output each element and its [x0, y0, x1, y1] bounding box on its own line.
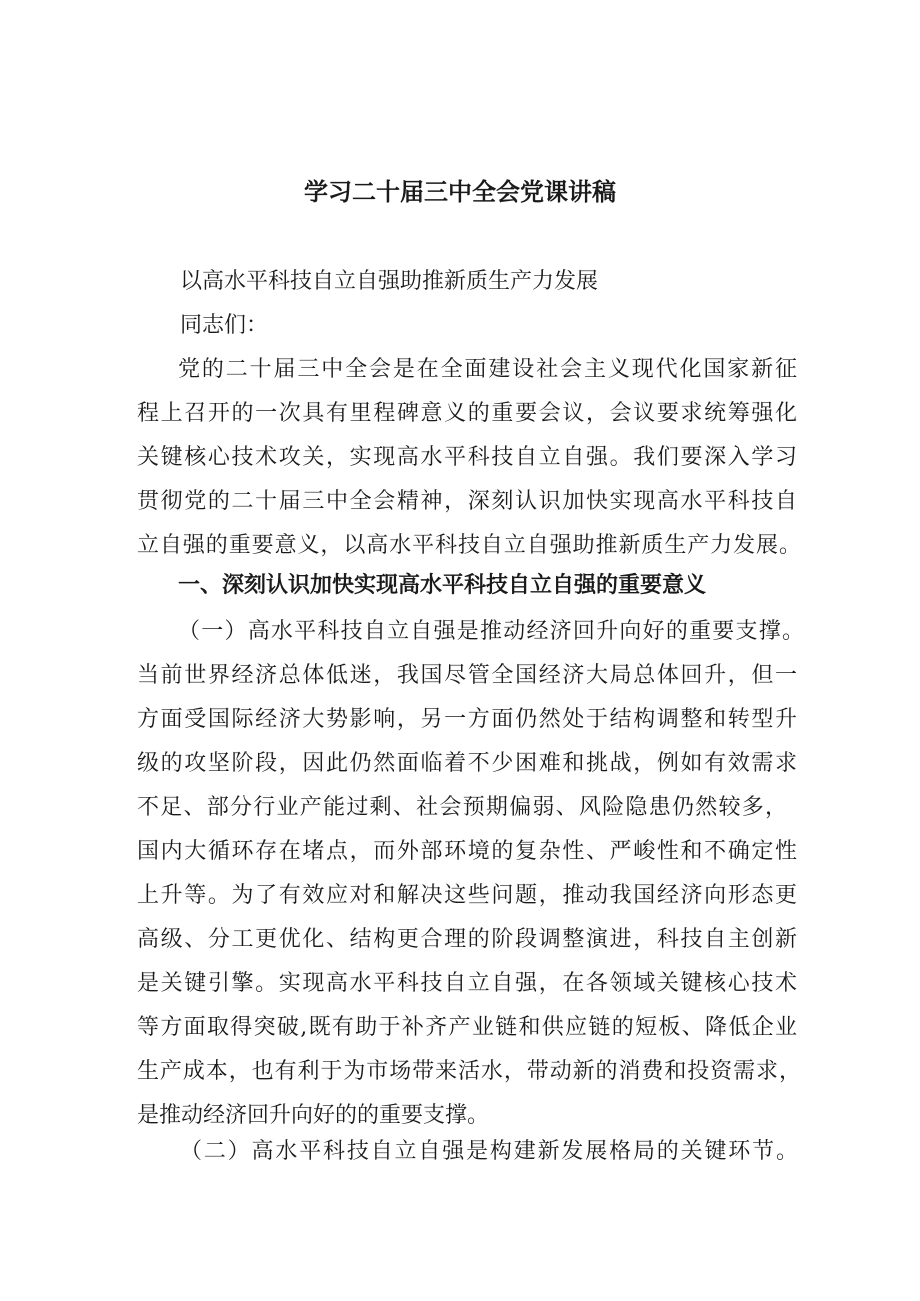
paragraph-line: 是关键引擎。实现高水平科技自立自强，在各领域关键核心技术	[137, 971, 797, 996]
paragraph-line: 当前世界经济总体低迷，我国尽管全国经济大局总体回升，但一	[137, 663, 797, 688]
paragraph-line: 贯彻党的二十届三中全会精神，深刻认识加快实现高水平科技自	[137, 489, 797, 514]
document-title: 学习二十届三中全会党课讲稿	[304, 178, 616, 206]
paragraph-line: 是推动经济回升向好的的重要支撑。	[137, 1103, 490, 1128]
paragraph-line: 国内大循环存在堵点，而外部环境的复杂性、严峻性和不确定性	[137, 839, 797, 864]
document-subtitle: 以高水平科技自立自强助推新质生产力发展	[180, 269, 599, 294]
paragraph-line: 方面受国际经济大势影响，另一方面仍然处于结构调整和转型升	[137, 707, 797, 732]
paragraph-line: （一）高水平科技自立自强是推动经济回升向好的重要支撑。	[178, 619, 804, 644]
paragraph-line: 高级、分工更优化、结构更合理的阶段调整演进，科技自主创新	[137, 927, 797, 952]
salutation: 同志们：	[180, 313, 269, 338]
paragraph-line: 关键核心技术攻关，实现高水平科技自立自强。我们要深入学习	[137, 445, 797, 470]
paragraph-line: 立自强的重要意义，以高水平科技自立自强助推新质生产力发展。	[137, 533, 801, 558]
paragraph-line: 不足、部分行业产能过剩、社会预期偏弱、风险隐患仍然较多，	[137, 795, 787, 820]
section-heading: 一、深刻认识加快实现高水平科技自立自强的重要意义	[178, 573, 707, 598]
paragraph-line: 生产成本，也有利于为市场带来活水，带动新的消费和投资需求，	[137, 1059, 801, 1084]
paragraph-line: 级的攻坚阶段，因此仍然面临着不少困难和挑战，例如有效需求	[137, 751, 797, 776]
paragraph-line: 党的二十届三中全会是在全面建设社会主义现代化国家新征	[178, 357, 797, 382]
paragraph-line: 程上召开的一次具有里程碑意义的重要会议，会议要求统筹强化	[137, 401, 797, 426]
paragraph-line: 上升等。为了有效应对和解决这些问题，推动我国经济向形态更	[137, 883, 797, 908]
paragraph-line: （二）高水平科技自立自强是构建新发展格局的关键环节。	[180, 1139, 798, 1164]
paragraph-line: 等方面取得突破,既有助于补齐产业链和供应链的短板、降低企业	[137, 1015, 797, 1040]
